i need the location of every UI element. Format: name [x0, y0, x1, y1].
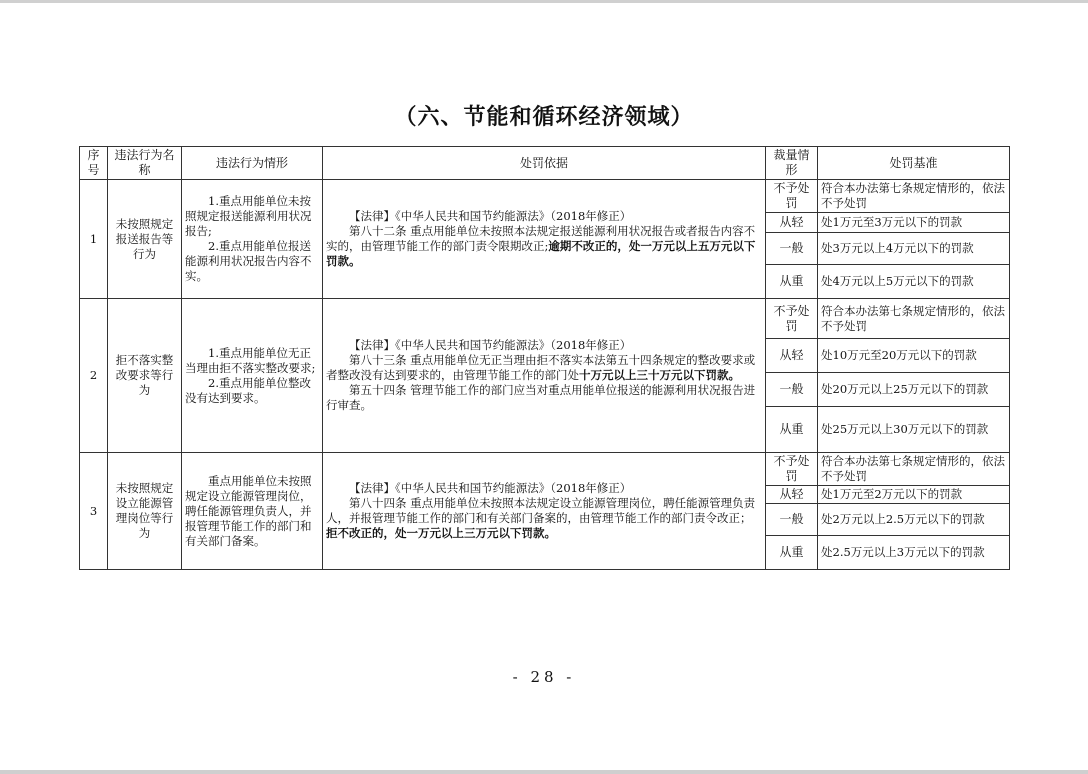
basis-bold: 十万元以上三十万元以下罚款。 — [579, 368, 740, 382]
standard-cell: 处1万元至3万元以下的罚款 — [818, 213, 1010, 233]
standard-cell: 处1万元至2万元以下的罚款 — [818, 486, 1010, 504]
standard-cell: 处4万元以上5万元以下的罚款 — [818, 265, 1010, 299]
basis-text: 第八十四条 重点用能单位未按照本法规定设立能源管理岗位，聘任能源管理负责人，并报管理节能工作的部门和有关部门备案的，由管理节能工作的部门责令改正；拒不改正的，处一万元以上三万元以下罚款。 — [326, 496, 756, 540]
standard-cell: 处2万元以上2.5万元以下的罚款 — [818, 504, 1010, 536]
degree-cell: 从轻 — [766, 486, 818, 504]
row-basis — [323, 299, 766, 453]
degree-cell: 一般 — [766, 373, 818, 407]
page-title: （六、节能和循环经济领域） — [394, 105, 694, 130]
degree-cell: 不予处罚 — [766, 180, 818, 213]
header-situation: 违法行为情形 — [182, 147, 323, 180]
degree-cell: 从轻 — [766, 213, 818, 233]
basis-text: 第八十二条 重点用能单位未按照本法规定报送能源利用状况报告或者报告内容不实的，由管理节能工作的部门责令限期改正;逾期不改正的，处一万元以上五万元以下罚款。 — [326, 224, 756, 268]
basis-law: 【法律】《中华人民共和国节约能源法》（2018年修正） — [349, 481, 632, 495]
basis-bold: 拒不改正的，处一万元以上三万元以下罚款。 — [326, 526, 556, 540]
standard-cell: 处3万元以上4万元以下的罚款 — [818, 233, 1010, 265]
table-row — [80, 180, 1010, 213]
row-situation — [182, 180, 323, 299]
basis-law: 【法律】《中华人民共和国节约能源法》（2018年修正） — [349, 338, 632, 352]
penalty-table — [79, 146, 1010, 570]
standard-cell: 处20万元以上25万元以下的罚款 — [818, 373, 1010, 407]
header-seq: 序号 — [80, 147, 108, 180]
situation-item: 重点用能单位未按照规定设立能源管理岗位，聘任能源管理负责人，并报管理节能工作的部门和有关部门备案。 — [185, 473, 312, 548]
standard-cell: 符合本办法第七条规定情形的，依法不予处罚 — [818, 453, 1010, 486]
degree-cell: 一般 — [766, 233, 818, 265]
bottom-border — [0, 770, 1088, 774]
table-row — [80, 299, 1010, 339]
degree-cell: 一般 — [766, 504, 818, 536]
situation-item: 1.重点用能单位未按照规定报送能源利用状况报告; — [185, 194, 312, 238]
standard-cell: 处25万元以上30万元以下的罚款 — [818, 407, 1010, 453]
row-basis — [323, 453, 766, 570]
header-degree: 裁量情形 — [766, 147, 818, 180]
degree-cell: 从重 — [766, 407, 818, 453]
degree-cell: 从重 — [766, 536, 818, 570]
situation-item: 2.重点用能单位整改没有达到要求。 — [185, 375, 311, 405]
standard-cell: 符合本办法第七条规定情形的，依法不予处罚 — [818, 299, 1010, 339]
standard-cell: 处2.5万元以上3万元以下的罚款 — [818, 536, 1010, 570]
standard-cell: 符合本办法第七条规定情形的，依法不予处罚 — [818, 180, 1010, 213]
top-border — [0, 0, 1088, 3]
standard-cell: 处10万元至20万元以下的罚款 — [818, 339, 1010, 373]
header-standard: 处罚基准 — [818, 147, 1010, 180]
situation-item: 2.重点用能单位报送能源利用状况报告内容不实。 — [185, 239, 312, 283]
degree-cell: 从轻 — [766, 339, 818, 373]
basis-law: 【法律】《中华人民共和国节约能源法》（2018年修正） — [349, 209, 632, 223]
degree-cell: 不予处罚 — [766, 453, 818, 486]
row-name: 未按照规定设立能源管理岗位等行为 — [108, 453, 182, 570]
row-seq: 1 — [80, 180, 108, 299]
table-header-row — [80, 147, 1010, 180]
row-name: 未按照规定报送报告等行为 — [108, 180, 182, 299]
basis-bold: 逾期不改正的，处一万元以上五万元以下罚款。 — [326, 239, 756, 268]
row-name: 拒不落实整改要求等行为 — [108, 299, 182, 453]
row-seq: 2 — [80, 299, 108, 453]
header-name: 违法行为名称 — [108, 147, 182, 180]
situation-item: 1.重点用能单位无正当理由拒不落实整改要求; — [185, 345, 316, 375]
row-situation — [182, 299, 323, 453]
row-seq: 3 — [80, 453, 108, 570]
header-basis: 处罚依据 — [323, 147, 766, 180]
table-row — [80, 453, 1010, 486]
degree-cell: 不予处罚 — [766, 299, 818, 339]
degree-cell: 从重 — [766, 265, 818, 299]
basis-extra: 第五十四条 管理节能工作的部门应当对重点用能单位报送的能源利用状况报告进行审查。 — [326, 383, 756, 412]
row-basis — [323, 180, 766, 299]
basis-text: 第八十三条 重点用能单位无正当理由拒不落实本法第五十四条规定的整改要求或者整改没有达到要求的，由管理节能工作的部门处十万元以上三十万元以下罚款。 — [326, 353, 756, 382]
row-situation — [182, 453, 323, 570]
page-number: - 28 - — [512, 668, 576, 686]
